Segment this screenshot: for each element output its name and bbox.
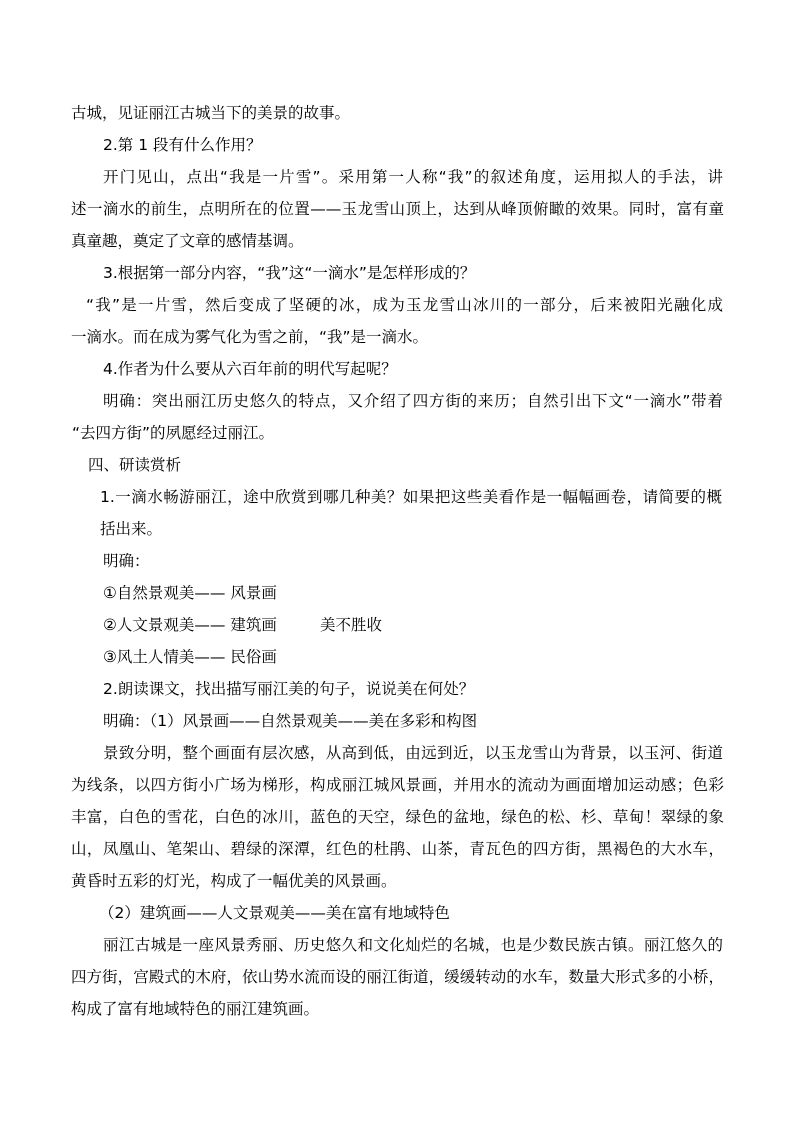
question-1: 1.一滴水畅游丽江，途中欣赏到哪几种美？如果把这些美看作是一幅幅画卷，请简要的概 bbox=[100, 488, 722, 506]
answer-3-line: “我”是一片雪，然后变成了坚硬的冰，成为玉龙雪山冰川的一部分，后来被阳光融化成 bbox=[86, 296, 723, 314]
question-1-line: 括出来。 bbox=[100, 520, 163, 538]
question-3: 3.根据第一部分内容，“我”这“一滴水”是怎样形成的？ bbox=[103, 264, 476, 282]
answer-4-line: “去四方街”的夙愿经过丽江。 bbox=[72, 424, 275, 442]
question-2b: 2.朗读课文，找出描写丽江美的句子，说说美在何处？ bbox=[103, 680, 475, 698]
subheading-2: （2）建筑画——人文景观美——美在富有地域特色 bbox=[99, 904, 450, 922]
answer-4-line: 明确：突出丽江历史悠久的特点，又介绍了四方街的来历；自然引出下文“一滴水”带着 bbox=[103, 392, 723, 410]
paragraph-line: 丽江古城是一座风景秀丽、历史悠久和文化灿烂的名城，也是少数民族古镇。丽江悠久的 bbox=[103, 936, 723, 954]
text-line: 古城，见证丽江古城当下的美景的故事。 bbox=[71, 104, 351, 122]
paragraph-line: 丰富，白色的雪花，白色的冰川，蓝色的天空，绿色的盆地，绿色的松、杉、草甸！翠绿的象 bbox=[71, 808, 724, 826]
question-2: 2.第 1 段有什么作用？ bbox=[103, 136, 262, 154]
answer-2-line: 真童趣，奠定了文章的感情基调。 bbox=[71, 232, 304, 250]
answer-label: 明确： bbox=[103, 552, 150, 570]
question-4: 4.作者为什么要从六百年前的明代写起呢？ bbox=[103, 360, 397, 378]
summary-label: 美不胜收 bbox=[320, 616, 383, 634]
paragraph-line: 四方街，宫殿式的木府，依山势水流而设的丽江街道，缓缓转动的水车，数量大形式多的小桥， bbox=[71, 968, 724, 986]
list-item: ①自然景观美—— 风景画 bbox=[103, 584, 277, 602]
paragraph-line: 为线条，以四方街小广场为梯形，构成丽江城风景画，并用水的流动为画面增加运动感；色彩 bbox=[71, 776, 724, 794]
paragraph-line: 山，凤凰山、笔架山、碧绿的深潭，红色的杜鹃、山茶，青瓦色的四方街，黑褐色的大水车， bbox=[71, 840, 724, 858]
paragraph-line: 黄昏时五彩的灯光，构成了一幅优美的风景画。 bbox=[71, 872, 397, 890]
answer-3-line: 一滴水。而在成为雾气化为雪之前，“我”是一滴水。 bbox=[71, 328, 429, 346]
answer-2-line: 述一滴水的前生，点明所在的位置——玉龙雪山顶上，达到从峰顶俯瞰的效果。同时，富有童 bbox=[71, 200, 724, 218]
list-item: ③风土人情美—— 民俗画 bbox=[103, 648, 277, 666]
list-item: ②人文景观美—— 建筑画 bbox=[103, 616, 277, 634]
answer-2-line: 开门见山，点出“我是一片雪”。采用第一人称“我”的叙述角度，运用拟人的手法，讲 bbox=[103, 168, 723, 186]
section-heading: 四、研读赏析 bbox=[88, 456, 182, 474]
subheading-1: 明确：（1）风景画——自然景观美——美在多彩和构图 bbox=[103, 712, 478, 730]
paragraph-line: 构成了富有地域特色的丽江建筑画。 bbox=[71, 1000, 320, 1018]
paragraph-line: 景致分明，整个画面有层次感，从高到低，由远到近，以玉龙雪山为背景，以玉河、街道 bbox=[103, 744, 723, 762]
